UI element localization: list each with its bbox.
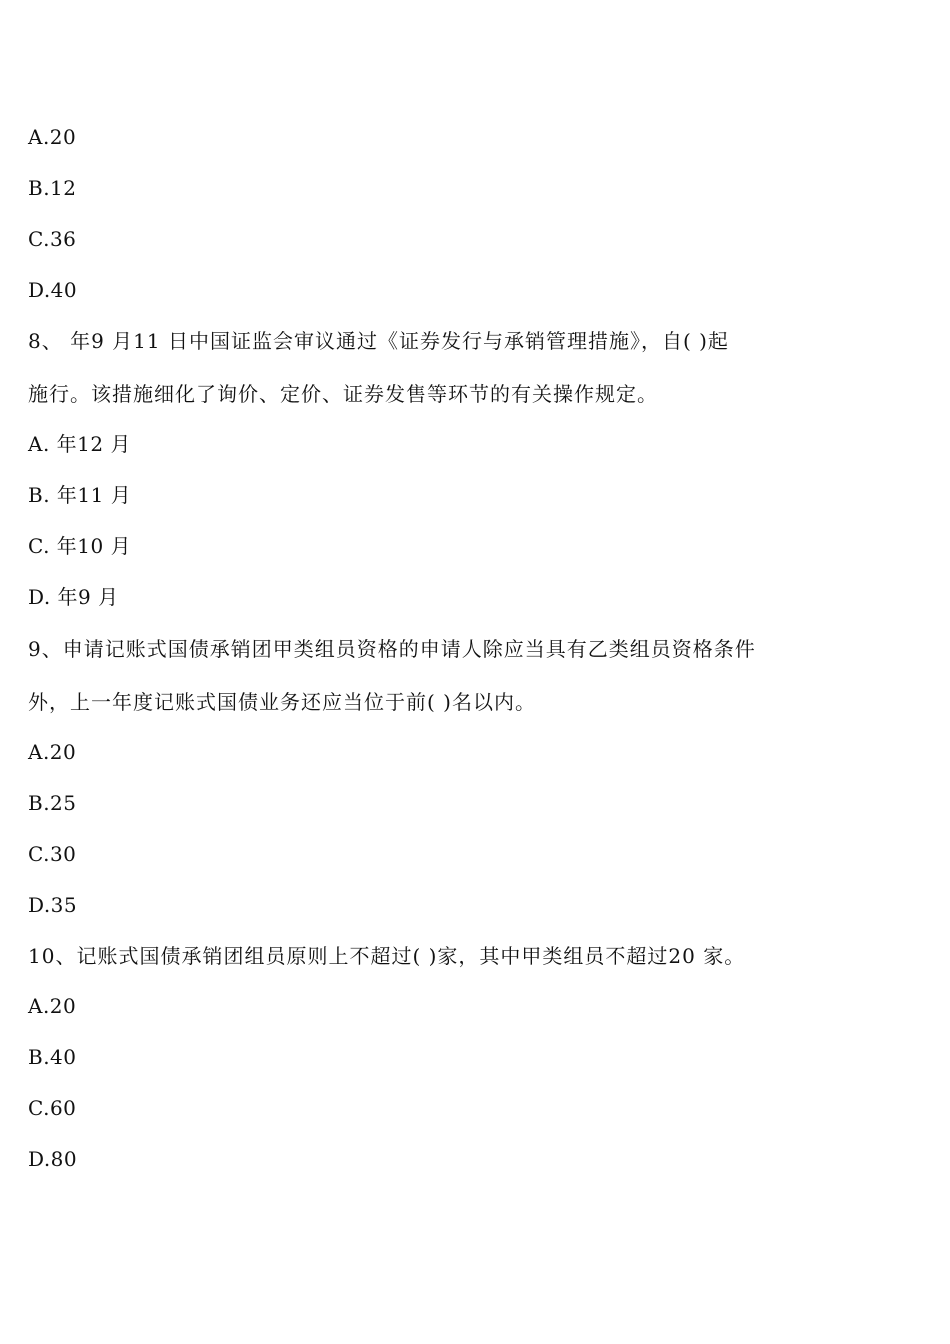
- q8-option-c: C. 年10 月: [28, 534, 132, 558]
- q9-option-c: C.30: [28, 842, 77, 866]
- q8-option-a: A. 年12 月: [28, 432, 131, 456]
- q9-stem-line2: 外，上一年度记账式国债业务还应当位于前( )名以内。: [28, 690, 536, 714]
- q9-stem-line1: 9、申请记账式国债承销团甲类组员资格的申请人除应当具有乙类组员资格条件: [28, 637, 756, 661]
- q8-stem-line1: 8、 年9 月11 日中国证监会审议通过《证券发行与承销管理措施》，自( )起: [28, 329, 729, 353]
- q7-option-c: C.36: [28, 227, 77, 251]
- q8-stem-line2: 施行。该措施细化了询价、定价、证券发售等环节的有关操作规定。: [28, 382, 658, 406]
- q10-option-d: D.80: [28, 1147, 78, 1171]
- q10-option-b: B.40: [28, 1045, 77, 1069]
- q10-stem-line1: 10、记账式国债承销团组员原则上不超过( )家，其中甲类组员不超过20 家。: [28, 944, 746, 968]
- q9-option-d: D.35: [28, 893, 78, 917]
- q10-option-a: A.20: [28, 994, 77, 1018]
- q7-option-d: D.40: [28, 278, 78, 302]
- q8-option-b: B. 年11 月: [28, 483, 132, 507]
- q9-option-a: A.20: [28, 740, 77, 764]
- q9-option-b: B.25: [28, 791, 77, 815]
- q10-option-c: C.60: [28, 1096, 77, 1120]
- q7-option-b: B.12: [28, 176, 77, 200]
- q7-option-a: A.20: [28, 125, 77, 149]
- q8-option-d: D. 年9 月: [28, 585, 119, 609]
